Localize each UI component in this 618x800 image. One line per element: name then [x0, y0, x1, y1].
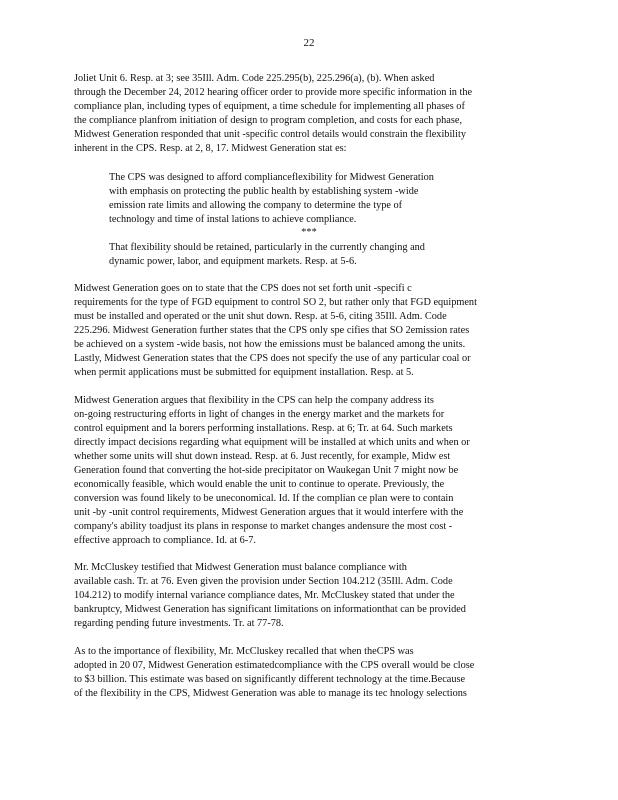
block-quote-line: The CPS was designed to afford complianceflexibility for Midwest Generation	[109, 172, 434, 183]
block-quote-line: emission rate limits and allowing the company to determine the type of	[109, 200, 403, 211]
paragraph-3-line: company's ability toadjust its plans in response to market changes andensure the most cost -	[74, 521, 453, 532]
page-number: 22	[303, 37, 315, 49]
paragraph-5-line: to $3 billion. This estimate was based on significantly different technology at the time.Because	[74, 674, 466, 685]
paragraph-1-line: the compliance planfrom initiation of design to program completion, and costs for each phase,	[74, 115, 463, 126]
block-quote-line: That flexibility should be retained, particularly in the currently changing and	[109, 242, 425, 253]
paragraph-1-line: through the December 24, 2012 hearing officer order to provide more specific information in the	[74, 87, 473, 98]
paragraph-2-line: must be installed and operated or the unit shut down. Resp. at 5-6, citing 35Ill. Adm. Code	[74, 311, 447, 322]
paragraph-3-line: conversion was found likely to be uneconomical. Id. If the complian ce plan were to contain	[74, 493, 454, 504]
paragraph-3-line: unit -by -unit control requirements, Midwest Generation argues that it would interfere with the	[74, 507, 464, 518]
paragraph-3-line: directly impact decisions regarding what equipment will be installed at which units and when or	[74, 437, 470, 448]
paragraph-1-line: Joliet Unit 6. Resp. at 3; see 35Ill. Adm. Code 225.295(b), 225.296(a), (b). When asked	[74, 73, 435, 84]
paragraph-3-line: control equipment and la borers performing installations. Resp. at 6; Tr. at 64. Such markets	[74, 423, 453, 434]
paragraph-5-line: As to the importance of flexibility, Mr. McCluskey recalled that when theCPS was	[74, 646, 414, 657]
block-quote-line: with emphasis on protecting the public health by establishing system -wide	[109, 186, 419, 197]
paragraph-4-line: 104.212) to modify internal variance compliance dates, Mr. McCluskey stated that under the	[74, 590, 455, 601]
paragraph-2-line: when permit applications must be submitted for equipment installation. Resp. at 5.	[74, 367, 414, 378]
paragraph-3-line: economically feasible, which would enable the unit to continue to operate. Previously, the	[74, 479, 445, 490]
paragraph-5-line: of the flexibility in the CPS, Midwest Generation was able to manage its tec hnology selections	[74, 688, 467, 699]
paragraph-4-line: regarding pending future investments. Tr. at 77-78.	[74, 618, 284, 629]
paragraph-1-line: compliance plan, including types of equipment, a time schedule for implementing all phases of	[74, 101, 465, 112]
paragraph-2-line: 225.296. Midwest Generation further states that the CPS only spe cifies that SO 2emission rates	[74, 325, 470, 336]
paragraph-3-line: whether some units will shut down instead. Resp. at 6. Just recently, for example, Midw est	[74, 451, 451, 462]
paragraph-4-line: bankruptcy, Midwest Generation has significant limitations on informationthat can be provided	[74, 604, 466, 615]
paragraph-3-line: on-going restructuring efforts in light of changes in the energy market and the markets for	[74, 409, 445, 420]
paragraph-5-line: adopted in 20 07, Midwest Generation estimatedcompliance with the CPS overall would be close	[74, 660, 475, 671]
block-quote-line: dynamic power, labor, and equipment markets. Resp. at 5-6.	[109, 256, 357, 267]
quote-separator: ***	[301, 227, 317, 238]
paragraph-1-line: inherent in the CPS. Resp. at 2, 8, 17. Midwest Generation stat es:	[74, 143, 347, 154]
block-quote-line: technology and time of instal lations to achieve compliance.	[109, 214, 357, 225]
paragraph-3-line: Midwest Generation argues that flexibility in the CPS can help the company address its	[74, 395, 434, 406]
paragraph-2-line: Midwest Generation goes on to state that the CPS does not set forth unit -specifi c	[74, 283, 412, 294]
paragraph-2-line: be achieved on a system -wide basis, not how the emissions must be balanced among the units.	[74, 339, 466, 350]
paragraph-3-line: Generation found that converting the hot-side precipitator on Waukegan Unit 7 might now be	[74, 465, 459, 476]
paragraph-3-line: effective approach to compliance. Id. at 6-7.	[74, 535, 256, 546]
paragraph-2-line: requirements for the type of FGD equipment to control SO 2, but rather only that FGD equipment	[74, 297, 477, 308]
paragraph-2-line: Lastly, Midwest Generation states that the CPS does not specify the use of any particular coal or	[74, 353, 471, 364]
paragraph-4-line: Mr. McCluskey testified that Midwest Generation must balance compliance with	[74, 562, 407, 573]
paragraph-4-line: available cash. Tr. at 76. Even given the provision under Section 104.212 (35Ill. Adm. Code	[74, 576, 453, 587]
paragraph-1-line: Midwest Generation responded that unit -specific control details would constrain the flexibility	[74, 129, 467, 140]
